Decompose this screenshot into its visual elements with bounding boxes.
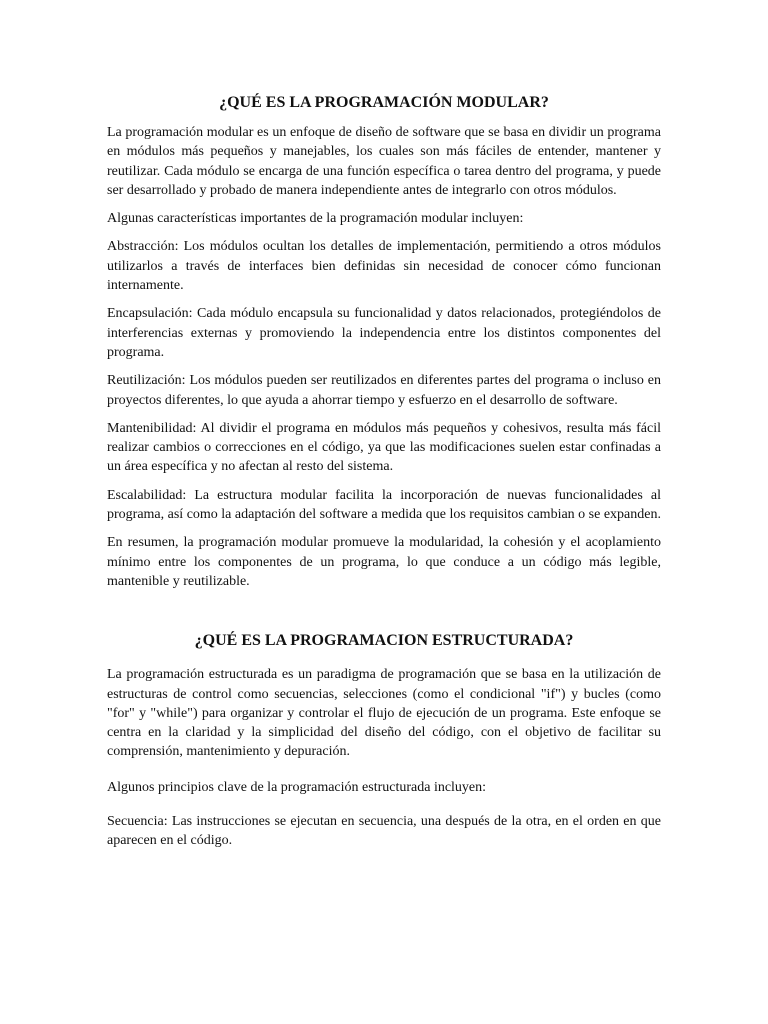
section-title-modular: ¿QUÉ ES LA PROGRAMACIÓN MODULAR?: [219, 94, 549, 111]
paragraph-modular-intro: La programación modular es un enfoque de diseño de software que se basa en dividir un programa en módulos más pequeños y manejables, los cuales son más fáciles de entender, mantener y reutilizar. Cada módulo se encarga de una función específica o tarea dentro del programa, y puede ser desarrollado y probado de manera independiente antes de integrarlo con otros módulos.: [107, 125, 661, 198]
paragraph-estructurada-lead: Algunos principios clave de la programación estructurada incluyen:: [107, 779, 487, 795]
paragraph-modular-summary: En resumen, la programación modular promueve la modularidad, la cohesión y el acoplamiento mínimo entre los componentes de un programa, lo que conduce a un código más legible, mantenible y reutilizable.: [107, 535, 661, 589]
paragraph-modular-lead: Algunas características importantes de la programación modular incluyen:: [107, 211, 524, 227]
paragraph-estructurada-intro: La programación estructurada es un paradigma de programación que se basa en la utilización de estructuras de control como secuencias, selecciones (como el condicional "if") y bucles (como "for" y "while") para organizar y controlar el flujo de ejecución de un programa. Este enfoque se centra en la claridad y la simplicidad del diseño del código, con el objetivo de facilitar su comprensión, mantenimiento y depuración.: [107, 667, 661, 760]
document-body: [107, 93, 661, 860]
paragraph-feature-mantenibilidad: Mantenibilidad: Al dividir el programa en módulos más pequeños y cohesivos, resulta más fácil realizar cambios o correcciones en el código, ya que las modificaciones suelen estar confinadas a un área específica y no afectan al resto del sistema.: [107, 420, 661, 475]
section-title-estructurada: ¿QUÉ ES LA PROGRAMACION ESTRUCTURADA?: [194, 632, 574, 650]
paragraph-feature-reutilizacion: Reutilización: Los módulos pueden ser reutilizados en diferentes partes del programa o incluso en proyectos diferentes, lo que ayuda a ahorrar tiempo y esfuerzo en el desarrollo de software.: [107, 373, 661, 408]
paragraph-feature-abstraccion: Abstracción: Los módulos ocultan los detalles de implementación, permitiendo a otros módulos utilizarlos a través de interfaces bien definidas sin necesidad de conocer cómo funcionan internamente.: [107, 239, 661, 294]
paragraph-principle-secuencia: Secuencia: Las instrucciones se ejecutan en secuencia, una después de la otra, en el orden en que aparecen en el código.: [107, 814, 661, 849]
paragraph-feature-encapsulacion: Encapsulación: Cada módulo encapsula su funcionalidad y datos relacionados, protegiéndolos de interferencias externas y promoviendo la independencia entre los distintos componentes del programa.: [107, 306, 661, 360]
paragraph-feature-escalabilidad: Escalabilidad: La estructura modular facilita la incorporación de nuevas funcionalidades al programa, así como la adaptación del software a medida que los requisitos cambian o se expanden.: [107, 487, 661, 523]
